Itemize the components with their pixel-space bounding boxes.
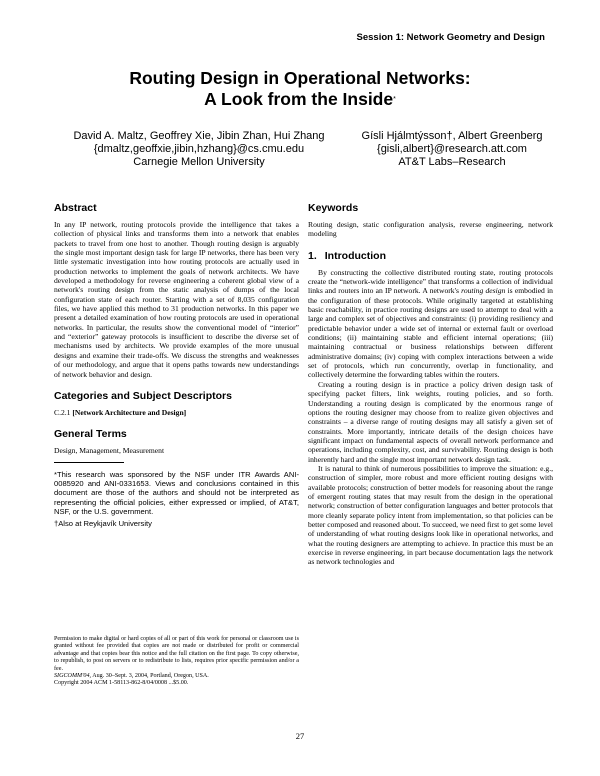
author-names-att: Gísli Hjálmtýsson†, Albert Greenberg bbox=[361, 130, 543, 142]
author-names-cmu: David A. Maltz, Geoffrey Xie, Jibin Zhan, Hui Zhang bbox=[73, 130, 325, 142]
right-column bbox=[308, 202, 553, 567]
abstract-text: In any IP network, routing protocols provide the intelligence that takes a collection of physical links and transforms them into a network that enables packets to travel from one host to another. Though routing design is arguably the single most important design task for large IP networks, there has been very little systematic investigation into how routing protocols are actually used in production networks to implement the goals of network architects. We have developed a methodology for reverse engineering a coherent global view of a network's routing design from the static analysis of dumps of the local configuration state of each router. Starting with a set of 8,035 configuration files, we have applied this method to 31 production networks. In this paper we present a detailed examination of how routing protocols are used in operational networks. In particular, the results show the conventional model of “interior” and “exterior” gateway protocols is insufficient to describe the diverse set of mechanisms used by architects. We provide examples of the more unusual designs and examine their trade-offs. We discuss the strengths and weaknesses of our methodology, and argue that it opens paths towards new understandings of network behavior and design. bbox=[54, 220, 299, 379]
footnote-rule bbox=[54, 462, 124, 467]
intro-p1-part-a: By constructing the collective distributed routing state, routing protocols create the “network-wide intelligence” that transforms a collection of individual links and routers into an IP network. A network's bbox=[308, 267, 553, 296]
title-line-2 bbox=[0, 89, 600, 110]
authors-cmu bbox=[58, 130, 340, 169]
intro-paragraph-3: It is natural to think of numerous possibilities to improve the situation: e.g., construction of simpler, more robust and more efficient routing designs with available protocols; construction of better models for reasoning about the range of emergent routing states that may result from the design in the operational network; construction of better configuration languages and better protocols that more cleanly separate policy intent from implementation, so that policies can be better composed and reasoned about. To succeed, we need first to get some level of understanding of what routing designs look like in operational networks, and what the routing designers are attempting to achieve. In practice this must be an exercise in reverse engineering, in part because documentation lags the network as network technologies and bbox=[308, 463, 553, 567]
title-footnote-marker: * bbox=[393, 96, 396, 103]
general-terms-text: Design, Management, Measurement bbox=[54, 446, 165, 456]
categories-text bbox=[54, 408, 299, 417]
venue-details: Aug. 30–Sept. 3, 2004, Portland, Oregon, USA. bbox=[92, 673, 209, 680]
abstract-heading: Abstract bbox=[54, 202, 97, 214]
session-header: Session 1: Network Geometry and Design bbox=[356, 32, 545, 43]
keywords-text: Routing design, static configuration analysis, reverse engineering, network modeling bbox=[308, 220, 553, 239]
section-title: Introduction bbox=[324, 249, 387, 262]
intro-paragraph-2: Creating a routing design is in practice a policy driven design task of specifying packet filters, link weights, routing policies, and so forth. Understanding a routing design is complicated by the enormous range of options the routing designer may choose from to realize given objectives and constraints – a diverse range of routing designs may all satisfy a given set of constraints. More importantly, intricate details of the design choices have significant impact on fundamental aspects of overall network performance and operations, including complexity, cost, and survivability. Routing design is both inherently hard and the single most important network design task. bbox=[308, 379, 553, 464]
permission-text: Permission to make digital or hard copies of all or part of this work for personal or classroom use is granted without fee provided that copies are not made or distributed for profit or commercial advantage and that copies bear this notice and the full citation on the first page. To copy otherwise, to republish, to post on servers or to redistribute to lists, requires prior specific permission and/or a fee. bbox=[54, 636, 299, 672]
general-terms-heading: General Terms bbox=[54, 428, 127, 441]
title-line-2-text: A Look from the Inside bbox=[204, 89, 394, 109]
intro-paragraph-1 bbox=[308, 268, 553, 380]
author-email-cmu: {dmaltz,geoffxie,jibin,hzhang}@cs.cmu.edu bbox=[93, 143, 305, 155]
copyright-line: Copyright 2004 ACM 1-58113-862-8/04/0008 ...$5.00. bbox=[54, 680, 189, 687]
section-number: 1. bbox=[308, 249, 317, 262]
title-line-1: Routing Design in Operational Networks: bbox=[129, 68, 471, 88]
venue-name: SIGCOMM'04, bbox=[54, 673, 92, 680]
introduction-heading bbox=[308, 250, 553, 262]
footnote-affiliation: †Also at Reykjavík University bbox=[54, 519, 152, 529]
intro-p1-emphasis: routing design bbox=[461, 286, 506, 296]
keywords-heading: Keywords bbox=[308, 202, 359, 214]
intro-p1-part-b: is embodied in the configuration of these protocols. While originally targeted at establishing basic reachability, in practice routing designs are used to attempt to deal with a large and complex set of objectives and constraints: (i) providing resiliency and predictable behavior under a wide set of internal or external fault or overload conditions; (ii) maintaining stable and efficient internal operations; (iii) maintaining contractual or business relationships between different administrative domains; (iv) coping with complex interactions between a wide set of protocols, which run concurrently, overlap in functionality, and collectively determine the forwarding tables within the routers. bbox=[308, 286, 553, 380]
left-column bbox=[54, 202, 299, 529]
paper-title bbox=[0, 68, 600, 110]
categories-heading: Categories and Subject Descriptors bbox=[54, 389, 232, 402]
footnote-sponsor: *This research was sponsored by the NSF under ITR Awards ANI-0085920 and ANI-0331653. Views and conclusions contained in this document are those of the authors and should not be interpreted as representing the official policies, either expressed or implied, of AT&T, NSF, or the U.S. government. bbox=[54, 469, 299, 516]
categories-code: C.2.1 bbox=[54, 407, 71, 417]
author-affiliation-att: AT&T Labs–Research bbox=[398, 156, 506, 168]
permission-notice bbox=[54, 636, 299, 688]
author-email-att: {gisli,albert}@research.att.com bbox=[377, 143, 527, 155]
page-number: 27 bbox=[295, 731, 305, 741]
authors-att bbox=[352, 130, 552, 169]
author-affiliation-cmu: Carnegie Mellon University bbox=[133, 156, 265, 168]
categories-descriptor: [Network Architecture and Design] bbox=[72, 407, 187, 417]
